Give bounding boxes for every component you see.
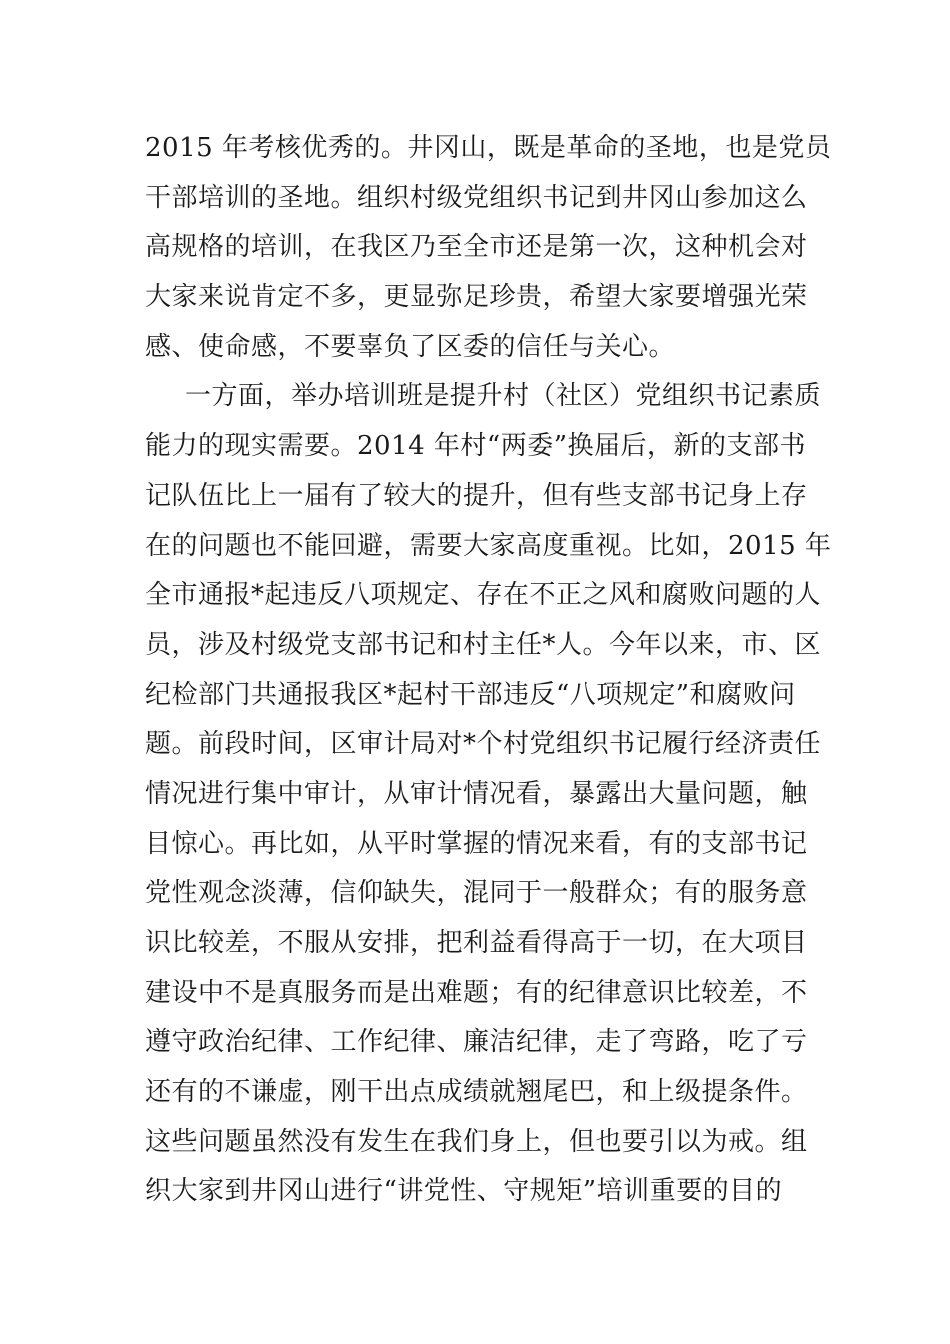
body-text [145,124,832,1217]
text-line: 大家来说肯定不多，更显弥足珍贵，希望大家要增强光荣 [145,282,808,313]
text-line: 织大家到井冈山进行“讲党性、守规矩”培训重要的目的 [145,1176,783,1207]
text-line: 情况进行集中审计，从审计情况看，暴露出大量问题，触 [145,778,808,809]
text-line: 干部培训的圣地。组织村级党组织书记到井冈山参加这么 [145,182,808,213]
text-line: 还有的不谦虚，刚干出点成绩就翘尾巴，和上级提条件。 [145,1077,808,1108]
paragraph-start-line: 一方面，举办培训班是提升村（社区）党组织书记素质 [185,381,822,412]
text-line: 员，涉及村级党支部书记和村主任*人。今年以来，市、区 [145,629,822,660]
text-line: 2015 年考核优秀的。井冈山，既是革命的圣地，也是党员 [145,133,832,163]
text-line: 识比较差，不服从安排，把利益看得高于一切，在大项目 [145,928,808,958]
text-line: 党性观念淡薄，信仰缺失，混同于一般群众；有的服务意 [145,878,808,909]
text-line: 建设中不是真服务而是出难题；有的纪律意识比较差，不 [145,977,808,1008]
text-line: 在的问题也不能回避，需要大家高度重视。比如，2015 年 [145,530,832,561]
text-line: 能力的现实需要。2014 年村“两委”换届后，新的支部书 [145,431,807,462]
text-line: 记队伍比上一届有了较大的提升，但有些支部书记身上存 [145,480,808,511]
text-line: 全市通报*起违反八项规定、存在不正之风和腐败问题的人 [145,580,822,611]
text-line: 感、使命感，不要辜负了区委的信任与关心。 [145,331,676,362]
text-line: 纪检部门共通报我区*起村干部违反“八项规定”和腐败问 [145,679,796,710]
text-line: 目惊心。再比如，从平时掌握的情况来看，有的支部书记 [145,828,808,859]
text-line: 遵守政治纪律、工作纪律、廉洁纪律，走了弯路，吃了亏 [145,1027,808,1058]
text-line: 高规格的培训，在我区乃至全市还是第一次，这种机会对 [145,232,808,263]
text-line: 题。前段时间，区审计局对*个村党组织书记履行经济责任 [145,729,822,760]
text-line: 这些问题虽然没有发生在我们身上，但也要引以为戒。组 [145,1126,808,1157]
